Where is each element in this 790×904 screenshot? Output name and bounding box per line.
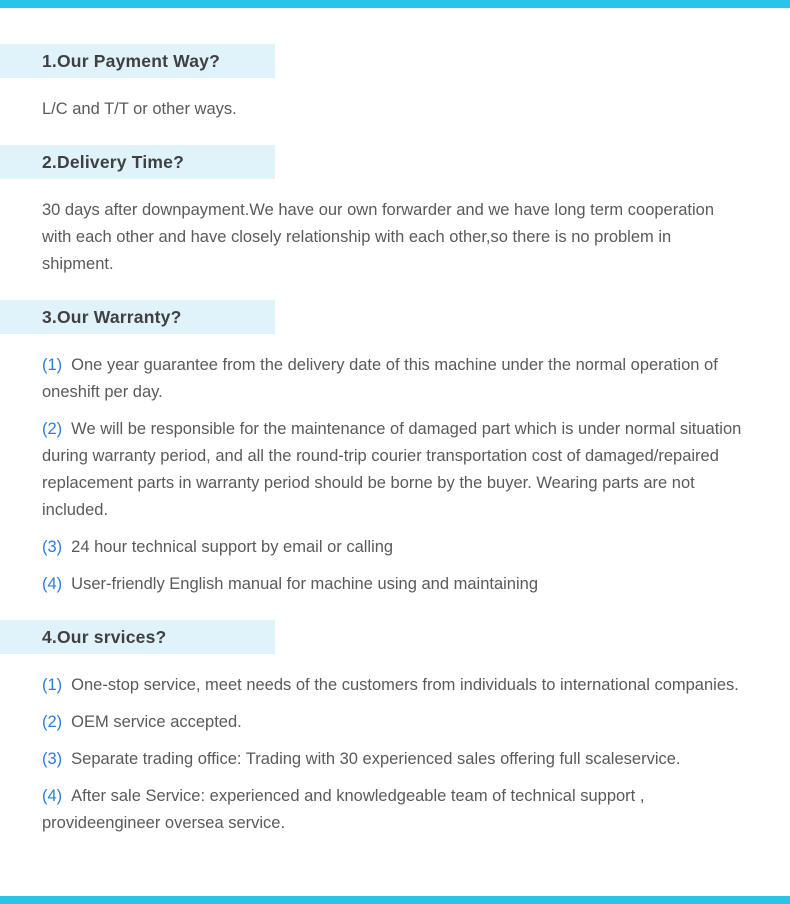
section-heading-text: 3.Our Warranty? <box>42 306 182 327</box>
list-item <box>0 352 790 406</box>
list-item <box>0 783 790 837</box>
item-number: (2) <box>42 713 63 731</box>
item-number: (3) <box>42 538 63 556</box>
item-number: (3) <box>42 750 63 768</box>
item-number: (4) <box>42 787 63 805</box>
item-text: OEM service accepted. <box>71 713 242 731</box>
list-item <box>0 534 790 561</box>
section-heading-delivery-time <box>0 145 275 179</box>
paragraph-delivery-time: 30 days after downpayment.We have our own forwarder and we have long term cooperation with each other and have closely relationship with each other,so there is no problem in shipment. <box>42 201 714 273</box>
item-text: One year guarantee from the delivery date of this machine under the normal operation of oneshift per day. <box>42 356 718 401</box>
item-text: User-friendly English manual for machine using and maintaining <box>71 575 538 593</box>
section-delivery-time <box>0 145 790 278</box>
section-warranty <box>0 300 790 598</box>
section-heading-text: 2.Delivery Time? <box>42 151 184 172</box>
item-number: (2) <box>42 420 63 438</box>
item-number: (1) <box>42 356 63 374</box>
item-text: After sale Service: experienced and knowledgeable team of technical support , provideengineer oversea service. <box>42 787 645 832</box>
paragraph-payment-way: L/C and T/T or other ways. <box>42 100 237 118</box>
item-number: (4) <box>42 575 63 593</box>
list-item <box>0 672 790 699</box>
section-heading-payment-way <box>0 44 275 78</box>
item-text: 24 hour technical support by email or calling <box>71 538 394 556</box>
section-payment-way <box>0 44 790 123</box>
services-item-list <box>0 672 790 837</box>
list-item <box>0 416 790 524</box>
warranty-item-list <box>0 352 790 598</box>
section-heading-text: 4.Our srvices? <box>42 626 167 647</box>
item-number: (1) <box>42 676 63 694</box>
item-text: One-stop service, meet needs of the customers from individuals to international companies. <box>71 676 739 694</box>
section-heading-text: 1.Our Payment Way? <box>42 50 221 71</box>
list-item <box>0 709 790 736</box>
top-accent-bar <box>0 0 790 8</box>
item-text: Separate trading office: Trading with 30 experienced sales offering full scaleservice. <box>71 750 681 768</box>
section-heading-warranty <box>0 300 275 334</box>
section-heading-services <box>0 620 275 654</box>
list-item <box>0 571 790 598</box>
section-services <box>0 620 790 837</box>
bottom-accent-bar <box>0 896 790 904</box>
list-item <box>0 746 790 773</box>
item-text: We will be responsible for the maintenance of damaged part which is under normal situation during warranty period, and all the round-trip courier transportation cost of damaged/repaired replacement parts in warranty period should be borne by the buyer. Wearing parts are not included. <box>42 420 742 519</box>
